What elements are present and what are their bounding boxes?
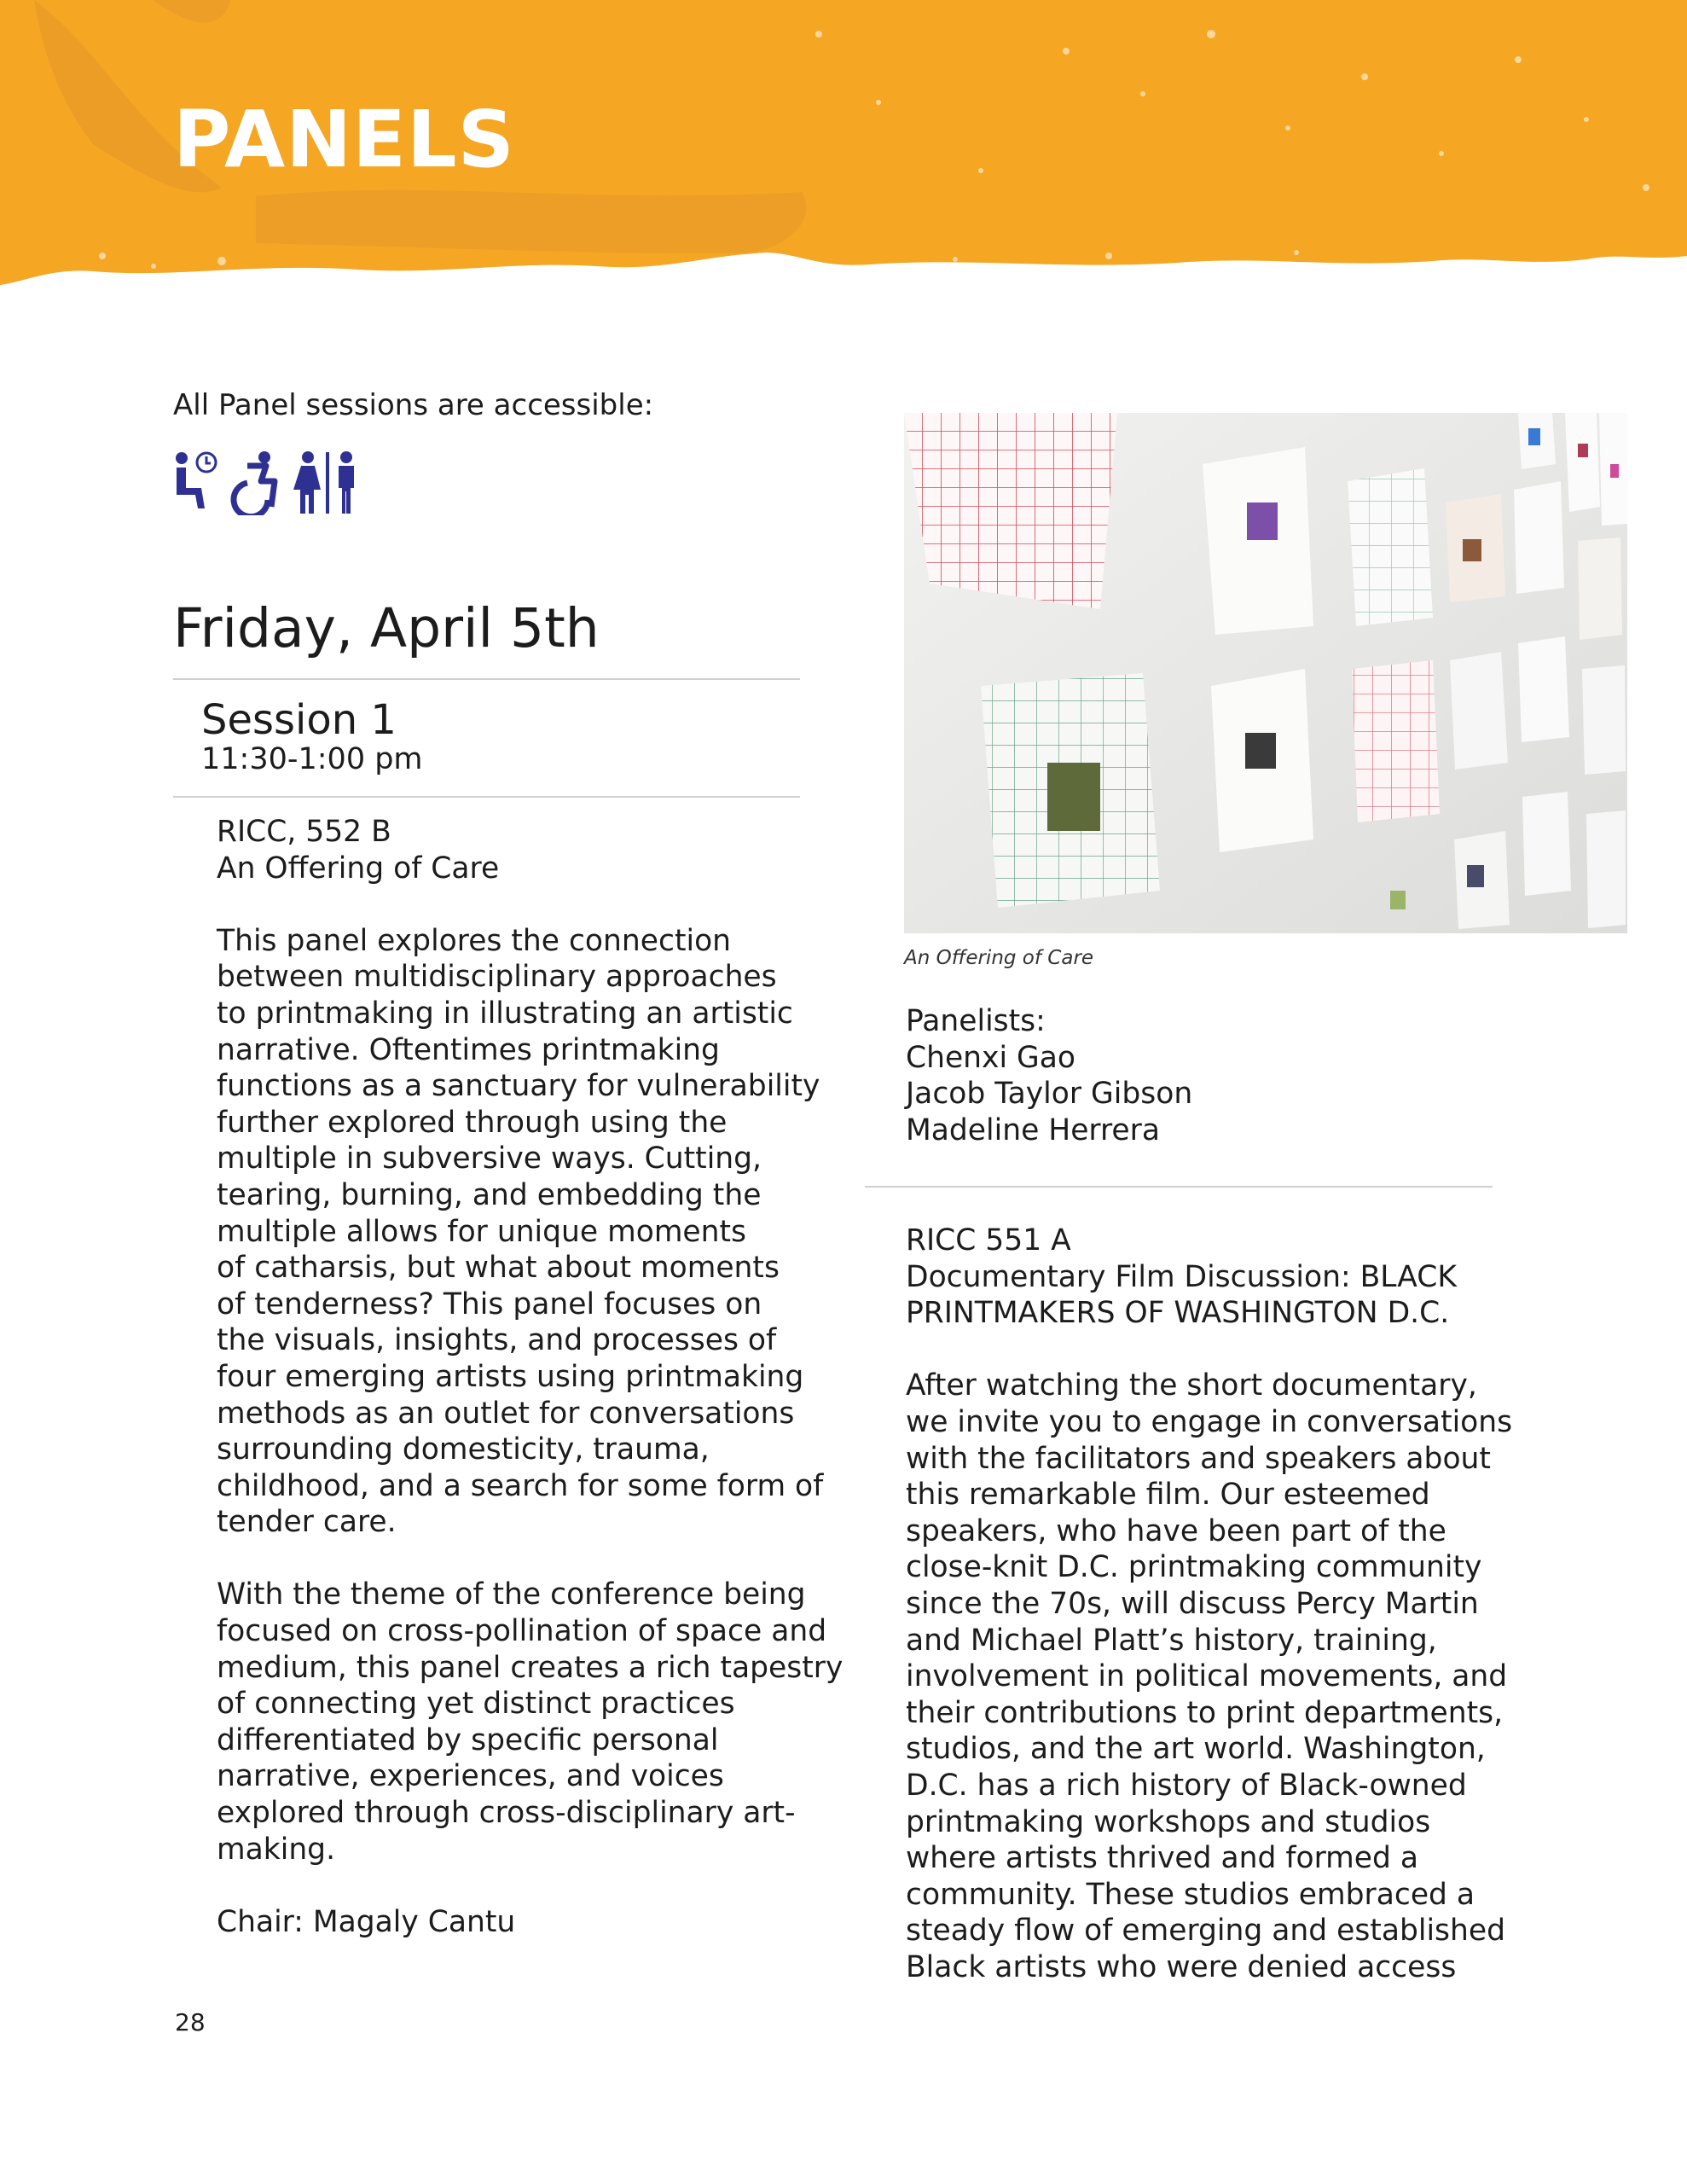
description-line: between multidisciplinary approaches: [217, 960, 777, 995]
banner-brush-stroke: [256, 190, 806, 253]
panel2-title-line: PRINTMAKERS OF WASHINGTON D.C.: [906, 1296, 1450, 1331]
description-line: medium, this panel creates a rich tapestry: [217, 1650, 844, 1685]
description-line: community. These studios embraced a: [906, 1877, 1475, 1912]
exhibition-photo: [904, 413, 1627, 933]
description-line: childhood, and a search for some form of: [217, 1468, 824, 1503]
description-line: tender care.: [217, 1505, 397, 1540]
panel2-details: [906, 1223, 1512, 1985]
session-title: Session 1: [201, 696, 397, 744]
description-line: With the theme of the conference being: [217, 1577, 806, 1612]
description-line: of catharsis, but what about moments: [217, 1251, 780, 1286]
description-line: After watching the short documentary,: [906, 1368, 1477, 1403]
description-line: with the facilitators and speakers about: [906, 1441, 1491, 1476]
description-line: where artists thrived and formed a: [906, 1841, 1419, 1876]
divider: [173, 678, 800, 680]
description-line: to printmaking in illustrating an artistic: [217, 996, 793, 1031]
description-line: multiple in subversive ways. Cutting,: [217, 1141, 762, 1176]
panel1-description: [217, 923, 843, 1541]
panel1-location: RICC, 552 B: [217, 815, 391, 849]
description-line: speakers, who have been part of the: [906, 1513, 1446, 1548]
session-time: 11:30-1:00 pm: [201, 742, 423, 776]
accessibility-icons: [171, 450, 362, 515]
description-line: functions as a sanctuary for vulnerability: [217, 1069, 820, 1104]
description-line: steady flow of emerging and established: [906, 1914, 1506, 1949]
description-line: methods as an outlet for conversations: [217, 1396, 795, 1431]
description-line: of connecting yet distinct practices: [217, 1687, 735, 1722]
description-line: studios, and the art world. Washington,: [906, 1732, 1486, 1767]
description-line: involvement in political movements, and: [906, 1659, 1508, 1694]
description-line: explored through cross-disciplinary art-: [217, 1796, 796, 1831]
wall-of-prints-illustration: [904, 413, 1627, 933]
panel2-description: [906, 1368, 1512, 1985]
description-line: making.: [217, 1832, 336, 1867]
restroom-icon: [293, 450, 362, 515]
divider: [865, 1186, 1493, 1188]
description-line: This panel explores the connection: [217, 923, 732, 958]
description-line: surrounding domesticity, trauma,: [217, 1432, 710, 1467]
panel1-details: [217, 814, 843, 1940]
description-line: this remarkable film. Our esteemed: [906, 1478, 1430, 1513]
description-line: since the 70s, will discuss Percy Martin: [906, 1586, 1479, 1621]
description-line: narrative, experiences, and voices: [217, 1759, 724, 1794]
wheelchair-icon: [229, 450, 283, 515]
panelists-list: [906, 1003, 1192, 1148]
panelists-label: Panelists:: [906, 1004, 1046, 1038]
description-line: narrative. Oftentimes printmaking: [217, 1032, 720, 1067]
description-line: focused on cross-pollination of space and: [217, 1614, 827, 1649]
description-line: multiple allows for unique moments: [217, 1214, 747, 1249]
photo-caption: An Offering of Care: [904, 947, 1094, 969]
panel1-theme-paragraph: [217, 1577, 843, 1867]
accessibility-intro: All Panel sessions are accessible:: [173, 388, 654, 422]
panel1-title: An Offering of Care: [217, 851, 500, 886]
description-line: D.C. has a rich history of Black-owned: [906, 1768, 1467, 1803]
description-line: we invite you to engage in conversations: [906, 1404, 1513, 1439]
panel2-location: RICC 551 A: [906, 1223, 1071, 1258]
panel2-title-line: Documentary Film Discussion: BLACK: [906, 1259, 1457, 1294]
day-heading: Friday, April 5th: [173, 597, 600, 659]
reserved-seating-icon: [171, 450, 218, 515]
header-banner: [0, 0, 1687, 294]
description-line: tearing, burning, and embedding the: [217, 1177, 762, 1212]
panelist-name: Chenxi Gao: [906, 1040, 1075, 1075]
description-line: of tenderness? This panel focuses on: [217, 1287, 762, 1321]
page-number: 28: [175, 2008, 206, 2036]
description-line: close-knit D.C. printmaking community: [906, 1550, 1482, 1585]
description-line: further explored through using the: [217, 1105, 728, 1140]
description-line: the visuals, insights, and processes of: [217, 1323, 777, 1358]
panel1-chair: Chair: Magaly Cantu: [217, 1904, 516, 1939]
description-line: and Michael Platt’s history, training,: [906, 1623, 1437, 1658]
description-line: differentiated by specific personal: [217, 1722, 719, 1757]
divider: [173, 796, 800, 798]
description-line: printmaking workshops and studios: [906, 1804, 1431, 1839]
panelist-name: Jacob Taylor Gibson: [906, 1077, 1193, 1112]
description-line: Black artists who were denied access: [906, 1949, 1457, 1984]
description-line: their contributions to print departments,: [906, 1695, 1504, 1730]
page-title: PANELS: [173, 94, 515, 185]
description-line: four emerging artists using printmaking: [217, 1359, 804, 1394]
panelist-name: Madeline Herrera: [906, 1112, 1160, 1147]
